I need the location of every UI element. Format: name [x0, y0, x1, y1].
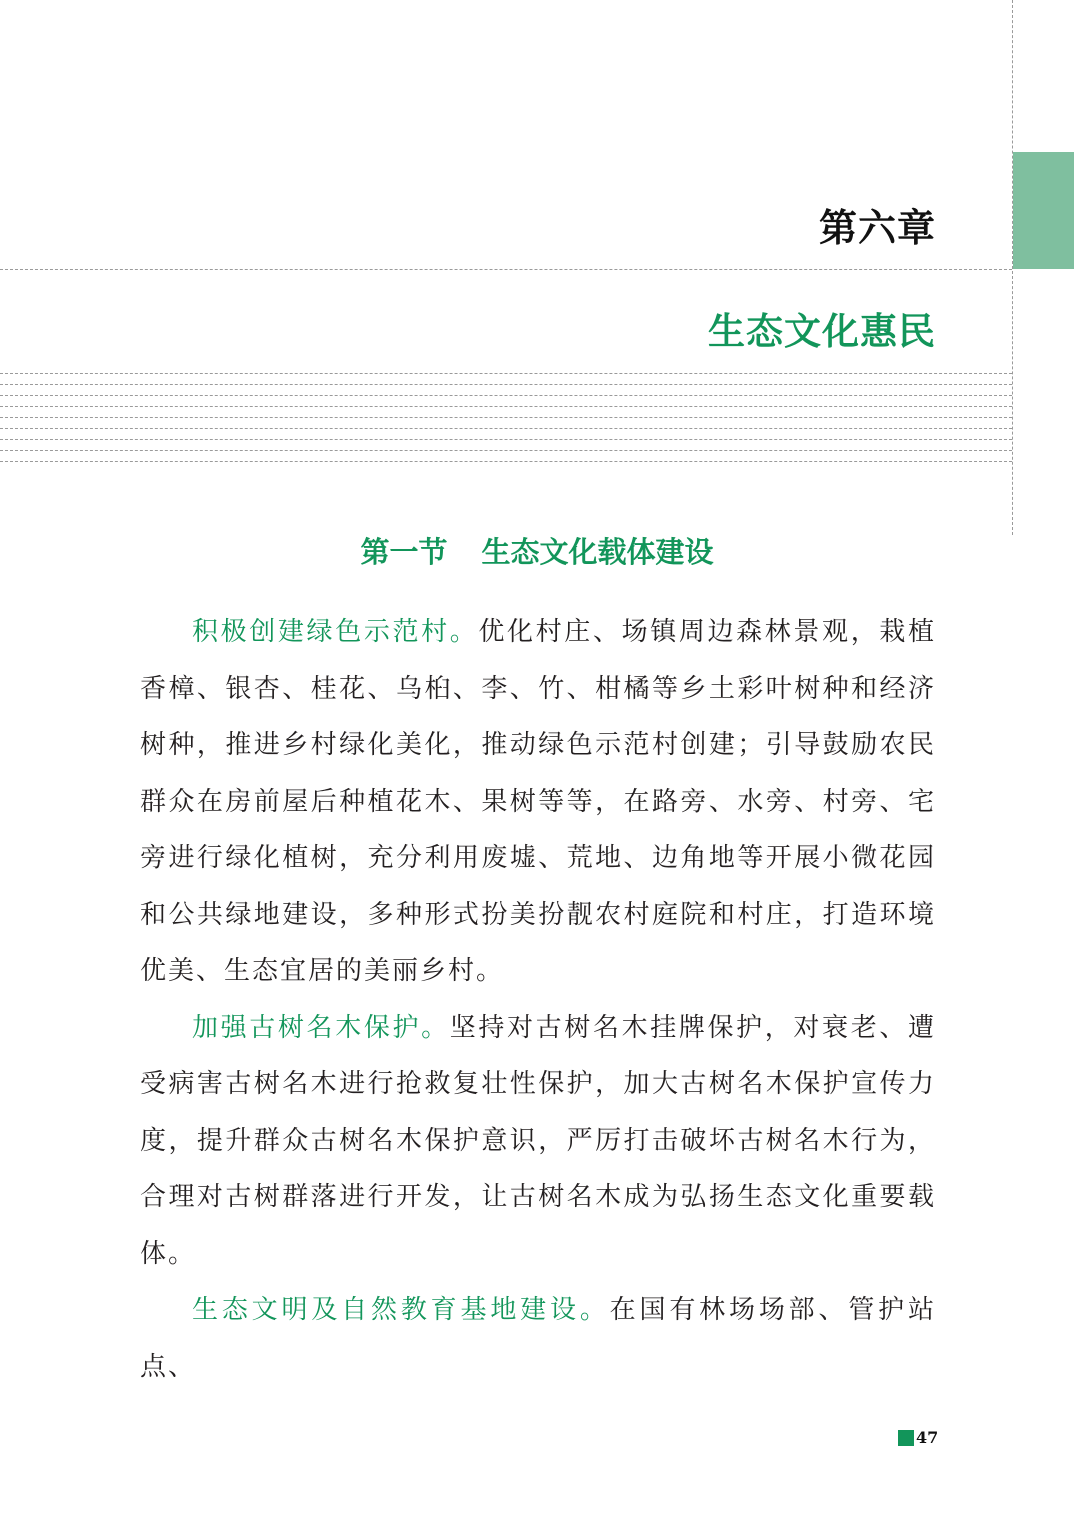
paragraph [140, 604, 936, 1000]
paragraph [140, 1000, 936, 1283]
page-number [898, 1428, 938, 1447]
section-title: 生态文化载体建设 [481, 535, 714, 569]
paragraph-lead: 加强古树名木保护。 [192, 1012, 450, 1043]
chapter-number: 第六章 [818, 206, 936, 250]
paragraph-text: 坚持对古树名木挂牌保护，对衰老、遭受病害古树名木进行抢救复壮性保护，加大古树名木保护宣传力度，提升群众古树名木保护意识，严厉打击破坏古树名木行为，合理对古树群落进行开发，让古树名木成为弘扬生态文化重要载体。 [140, 1012, 936, 1269]
chapter-divider [0, 269, 1012, 270]
paragraph-text: 在国有林场场部、管护站点、 [140, 1295, 936, 1382]
paragraph-text: 优化村庄、场镇周边森林景观，栽植香樟、银杏、桂花、乌桕、李、竹、柑橘等乡土彩叶树种和经济树种，推进乡村绿化美化，推动绿色示范村创建；引导鼓励农民群众在房前屋后种植花木、果树等等，在路旁、水旁、村旁、宅旁进行绿化植树，充分利用废墟、荒地、边角地等开展小微花园和公共绿地建设，多种形式扮美扮靓农村庭院和村庄，打造环境优美、生态宜居的美丽乡村。 [140, 617, 936, 986]
page-marker-square-icon [898, 1430, 914, 1446]
paragraph [140, 1282, 936, 1395]
paragraph-lead: 生态文明及自然教育基地建设。 [192, 1295, 610, 1325]
section-number: 第一节 [360, 535, 448, 569]
chapter-side-tab [1013, 152, 1074, 269]
section-heading [0, 530, 1074, 571]
page-number-text: 47 [916, 1428, 939, 1447]
paragraph-lead: 积极创建绿色示范村。 [192, 617, 479, 647]
body-text [140, 604, 936, 1395]
chapter-title: 生态文化惠民 [708, 310, 936, 353]
